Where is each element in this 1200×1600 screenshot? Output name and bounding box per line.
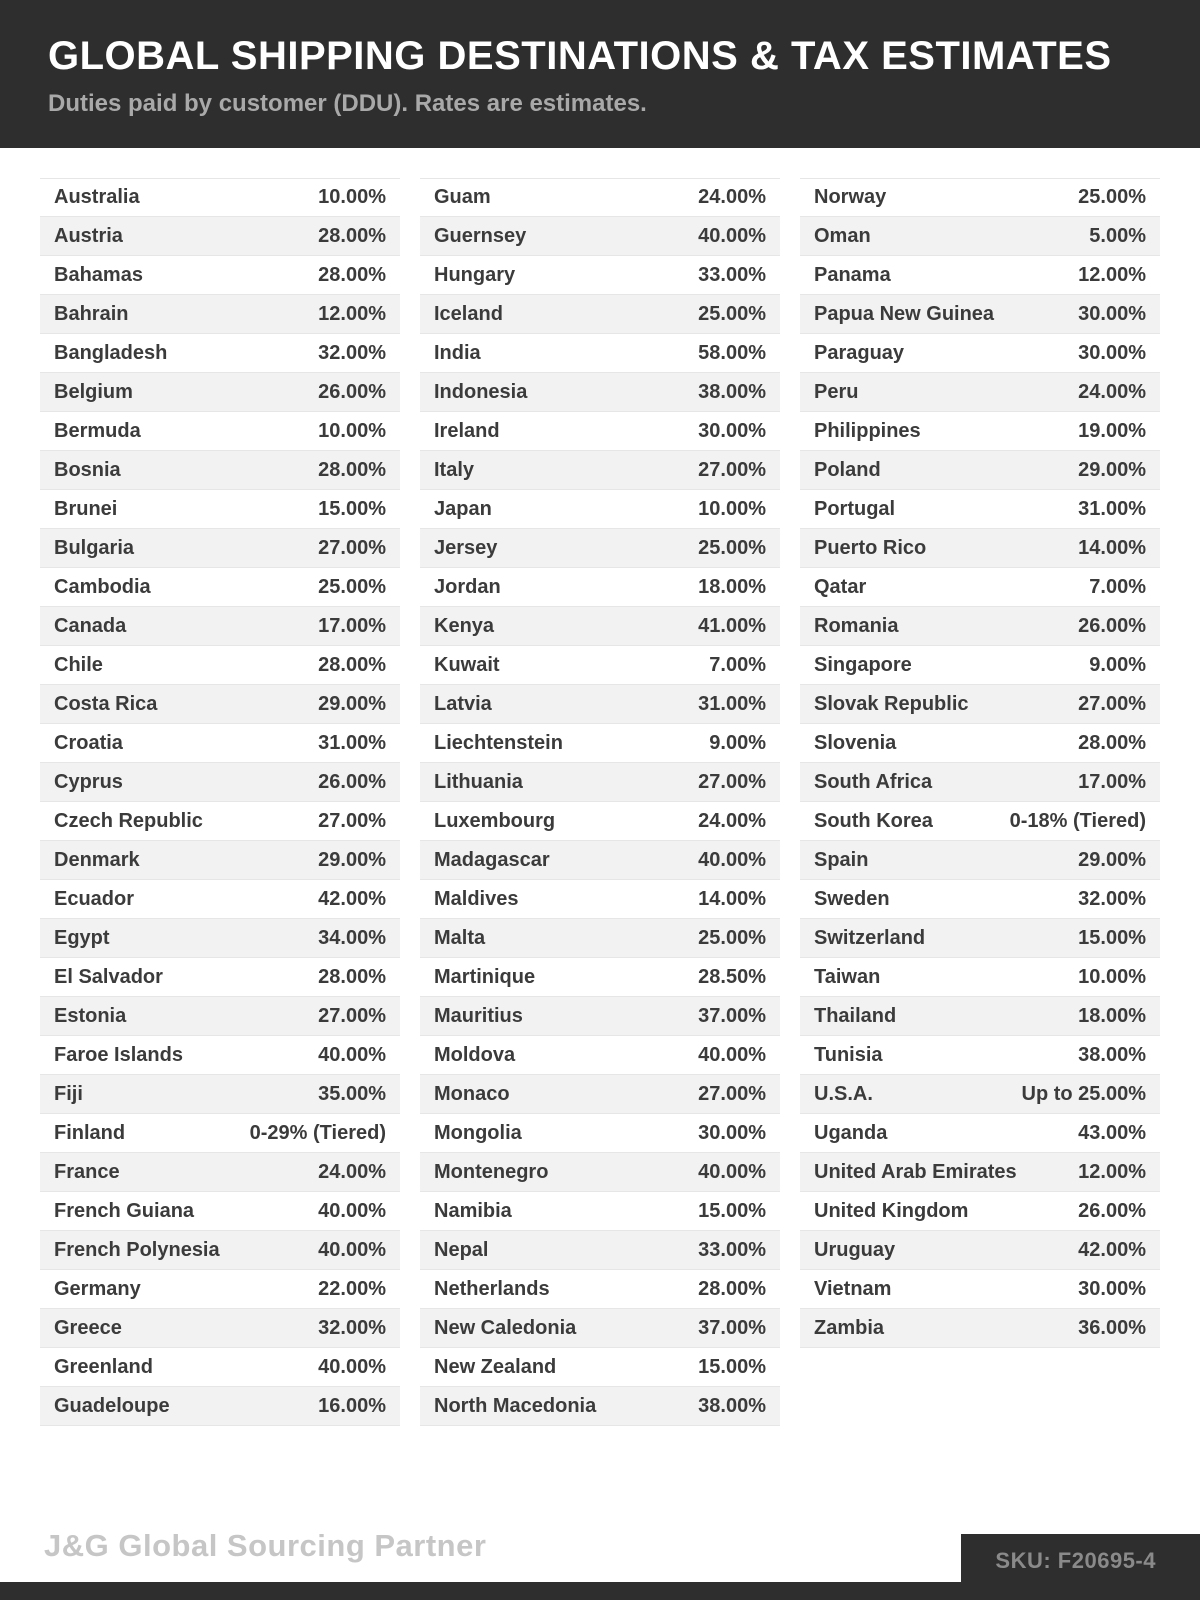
tax-rate: 14.00% [698,887,766,910]
table-row [800,1114,1160,1153]
table-row [800,841,1160,880]
table-row [40,724,400,763]
country-name: Maldives [434,887,519,910]
table-row [800,451,1160,490]
table-row [800,880,1160,919]
tax-rate: 30.00% [1078,341,1146,364]
country-name: Finland [54,1121,126,1144]
country-name: Chile [54,653,103,676]
table-row [420,568,780,607]
tax-rate: 41.00% [698,614,766,637]
tax-rate: 12.00% [318,302,386,325]
tax-rate: 7.00% [709,653,766,676]
tax-rate: 10.00% [318,419,386,442]
table-row [800,1075,1160,1114]
country-name: Mauritius [434,1004,523,1027]
header-banner [0,0,1200,148]
tax-rate: 30.00% [698,1121,766,1144]
country-name: Panama [814,263,891,286]
table-row [420,529,780,568]
country-name: India [434,341,481,364]
tax-rate: 38.00% [698,1394,766,1417]
tax-rate: 40.00% [318,1199,386,1222]
table-row [420,802,780,841]
table-row [40,334,400,373]
country-name: Hungary [434,263,516,286]
table-row [800,802,1160,841]
table-row [40,256,400,295]
country-name: Jordan [434,575,501,598]
tax-rate: 35.00% [318,1082,386,1105]
table-row [420,1309,780,1348]
country-name: Madagascar [434,848,550,871]
country-name: Belgium [54,380,133,403]
table-row [800,1231,1160,1270]
tax-rate: 42.00% [1078,1238,1146,1261]
tax-rate: 36.00% [1078,1316,1146,1339]
table-row [40,490,400,529]
table-row [420,685,780,724]
country-name: Montenegro [434,1160,549,1183]
country-name: Oman [814,224,871,247]
tax-rate: 15.00% [318,497,386,520]
country-name: Costa Rica [54,692,158,715]
country-name: Namibia [434,1199,512,1222]
country-name: Kenya [434,614,495,637]
table-row [40,919,400,958]
tax-rate: 10.00% [318,186,386,208]
tax-rate: 12.00% [1078,263,1146,286]
rates-column-2 [420,178,780,1426]
tax-rate: 14.00% [1078,536,1146,559]
table-row [420,217,780,256]
tax-rate: 18.00% [698,575,766,598]
table-row [40,1114,400,1153]
tax-rate: 32.00% [1078,887,1146,910]
table-row [40,1348,400,1387]
tax-rate: 26.00% [318,770,386,793]
sku-label: SKU: F20695-4 [995,1548,1156,1573]
table-row [420,1192,780,1231]
tax-rate: 33.00% [698,263,766,286]
table-row [800,1192,1160,1231]
tax-rate: 27.00% [1078,692,1146,715]
table-row [40,373,400,412]
table-row [40,1036,400,1075]
tax-rate: 24.00% [698,809,766,832]
bottom-strip [0,1582,1200,1600]
table-row [420,1036,780,1075]
tax-rate: 28.00% [318,224,386,247]
rates-column-1 [40,178,400,1426]
tax-rate: 31.00% [698,692,766,715]
table-row [40,529,400,568]
tax-rate: 33.00% [698,1238,766,1261]
tax-rate: 34.00% [318,926,386,949]
tax-rate: 15.00% [1078,926,1146,949]
country-name: Paraguay [814,341,905,364]
tax-rate: 22.00% [318,1277,386,1300]
table-row [40,802,400,841]
tax-rate: 0-29% (Tiered) [249,1121,386,1144]
country-name: Canada [54,614,127,637]
table-row [420,880,780,919]
country-name: Kuwait [434,653,500,676]
country-name: South Korea [814,809,933,832]
country-name: South Africa [814,770,933,793]
tax-rate: 24.00% [1078,380,1146,403]
table-row [40,1231,400,1270]
tax-rate: 9.00% [1089,653,1146,676]
tax-rate: 25.00% [698,536,766,559]
tax-rate: 25.00% [1078,186,1146,208]
table-row [40,568,400,607]
table-row [800,1036,1160,1075]
country-name: Fiji [54,1082,83,1105]
table-row [420,997,780,1036]
country-name: Malta [434,926,486,949]
country-name: Zambia [814,1316,885,1339]
tax-rate: 10.00% [698,497,766,520]
table-row [40,295,400,334]
table-row [420,958,780,997]
country-name: Sweden [814,887,890,910]
tax-rate: 28.00% [1078,731,1146,754]
tax-rate: 28.00% [698,1277,766,1300]
tax-rate: 42.00% [318,887,386,910]
table-row [40,178,400,217]
country-name: Bosnia [54,458,121,481]
tax-rate: 26.00% [1078,614,1146,637]
country-name: Netherlands [434,1277,550,1300]
tax-rate: 32.00% [318,1316,386,1339]
country-name: Guadeloupe [54,1394,170,1417]
tax-rate: 30.00% [698,419,766,442]
table-row [800,178,1160,217]
country-name: Germany [54,1277,141,1300]
tax-rate: 38.00% [1078,1043,1146,1066]
tax-rate: 58.00% [698,341,766,364]
table-row [420,1153,780,1192]
country-name: Monaco [434,1082,510,1105]
tax-rate: 12.00% [1078,1160,1146,1183]
country-name: Italy [434,458,475,481]
country-name: Slovenia [814,731,897,754]
country-name: North Macedonia [434,1394,597,1417]
country-name: Slovak Republic [814,692,969,715]
table-row [40,1075,400,1114]
country-name: Ireland [434,419,500,442]
country-name: Japan [434,497,492,520]
country-name: Guam [434,186,491,208]
country-name: Australia [54,186,140,208]
tax-rate: 37.00% [698,1316,766,1339]
country-name: France [54,1160,120,1183]
table-row [800,490,1160,529]
country-name: Norway [814,186,887,208]
country-name: Indonesia [434,380,528,403]
tax-rate: 7.00% [1089,575,1146,598]
tax-rate: 28.00% [318,263,386,286]
table-row [420,373,780,412]
country-name: Taiwan [814,965,881,988]
country-name: Thailand [814,1004,897,1027]
table-row [40,763,400,802]
table-row [800,646,1160,685]
table-row [800,763,1160,802]
table-row [800,334,1160,373]
table-row [40,1309,400,1348]
tax-rate: 30.00% [1078,1277,1146,1300]
country-name: French Guiana [54,1199,195,1222]
tax-rate: 37.00% [698,1004,766,1027]
tax-rate: 27.00% [698,1082,766,1105]
tax-rate: 18.00% [1078,1004,1146,1027]
country-name: Peru [814,380,859,403]
table-row [800,997,1160,1036]
tax-rate: 25.00% [318,575,386,598]
tax-rate: 28.00% [318,965,386,988]
table-row [40,607,400,646]
tax-rate: 26.00% [318,380,386,403]
table-row [800,412,1160,451]
country-name: Poland [814,458,881,481]
sku-box [961,1534,1200,1582]
table-row [40,997,400,1036]
table-row [800,724,1160,763]
page-title: GLOBAL SHIPPING DESTINATIONS & TAX ESTIMATES [48,34,1112,78]
tax-rate: 24.00% [698,186,766,208]
tax-rate: 15.00% [698,1199,766,1222]
table-row [420,1387,780,1426]
table-row [800,1270,1160,1309]
table-row [40,1270,400,1309]
country-name: Croatia [54,731,123,754]
tax-rate: 16.00% [318,1394,386,1417]
page-subtitle: Duties paid by customer (DDU). Rates are estimates. [48,90,647,117]
table-row [800,217,1160,256]
table-row [420,724,780,763]
table-row [420,841,780,880]
table-row [420,607,780,646]
table-row [800,295,1160,334]
tax-rate: 17.00% [1078,770,1146,793]
table-row [800,1153,1160,1192]
country-name: Luxembourg [434,809,556,832]
country-name: Portugal [814,497,896,520]
tax-rate: 28.00% [318,458,386,481]
table-row [420,451,780,490]
table-row [420,256,780,295]
tax-rate: 43.00% [1078,1121,1146,1144]
table-row [800,607,1160,646]
table-row [420,1075,780,1114]
tax-rate: 30.00% [1078,302,1146,325]
country-name: Switzerland [814,926,926,949]
tax-rate: 28.00% [318,653,386,676]
table-row [40,1387,400,1426]
tax-rate: 17.00% [318,614,386,637]
country-name: Lithuania [434,770,523,793]
table-row [800,685,1160,724]
country-name: Uganda [814,1121,888,1144]
country-name: Austria [54,224,123,247]
table-row [40,880,400,919]
country-name: Czech Republic [54,809,203,832]
country-name: U.S.A. [814,1082,873,1105]
country-name: Egypt [54,926,110,949]
country-name: Qatar [814,575,867,598]
country-name: Faroe Islands [54,1043,183,1066]
country-name: Brunei [54,497,118,520]
table-row [40,646,400,685]
table-row [420,1231,780,1270]
tax-rate: 27.00% [318,1004,386,1027]
tax-rate: 29.00% [1078,458,1146,481]
table-row [40,412,400,451]
table-row [420,646,780,685]
country-name: Martinique [434,965,536,988]
table-row [800,256,1160,295]
tax-rate: 40.00% [698,848,766,871]
tax-rate: 27.00% [698,458,766,481]
country-name: Ecuador [54,887,135,910]
country-name: Cambodia [54,575,151,598]
country-name: El Salvador [54,965,163,988]
table-row [40,958,400,997]
table-row [800,568,1160,607]
table-row [40,685,400,724]
table-row [40,451,400,490]
country-name: Mongolia [434,1121,522,1144]
tax-rate: 24.00% [318,1160,386,1183]
tax-rate: 40.00% [318,1043,386,1066]
table-row [420,490,780,529]
tax-rate: 26.00% [1078,1199,1146,1222]
country-name: Latvia [434,692,492,715]
table-row [800,919,1160,958]
tax-rate: 38.00% [698,380,766,403]
country-name: Bangladesh [54,341,168,364]
country-name: Estonia [54,1004,127,1027]
tax-rate: 9.00% [709,731,766,754]
table-row [420,1270,780,1309]
table-row [420,763,780,802]
table-row [40,1192,400,1231]
country-name: Puerto Rico [814,536,927,559]
table-row [420,1348,780,1387]
tax-rate: 29.00% [318,848,386,871]
table-row [800,529,1160,568]
country-name: Denmark [54,848,140,871]
country-name: Jersey [434,536,498,559]
country-name: Bahamas [54,263,143,286]
table-row [420,919,780,958]
table-row [420,1114,780,1153]
country-name: Iceland [434,302,503,325]
country-name: French Polynesia [54,1238,220,1261]
country-name: United Arab Emirates [814,1160,1017,1183]
tax-rate: 28.50% [698,965,766,988]
country-name: Guernsey [434,224,527,247]
country-name: Spain [814,848,869,871]
rates-table [0,148,1200,1426]
table-row [40,217,400,256]
tax-rate: 27.00% [318,536,386,559]
tax-rate: 40.00% [698,224,766,247]
table-row [420,295,780,334]
country-name: Uruguay [814,1238,896,1261]
tax-rate: 0-18% (Tiered) [1009,809,1146,832]
tax-rate: 25.00% [698,302,766,325]
country-name: Bahrain [54,302,129,325]
table-row [420,412,780,451]
country-name: Tunisia [814,1043,883,1066]
country-name: Greenland [54,1355,153,1378]
table-row [420,334,780,373]
country-name: Liechtenstein [434,731,563,754]
tax-rate: 31.00% [1078,497,1146,520]
tax-rate: 27.00% [318,809,386,832]
tax-rate: 31.00% [318,731,386,754]
tax-rate: 40.00% [698,1160,766,1183]
tax-rate: 40.00% [698,1043,766,1066]
tax-rate: 19.00% [1078,419,1146,442]
table-row [800,1309,1160,1348]
country-name: United Kingdom [814,1199,969,1222]
tax-rate: 10.00% [1078,965,1146,988]
country-name: Moldova [434,1043,516,1066]
tax-rate: 40.00% [318,1238,386,1261]
table-row [40,1153,400,1192]
tax-rate: 25.00% [698,926,766,949]
tax-rate: 15.00% [698,1355,766,1378]
tax-rate: 27.00% [698,770,766,793]
table-row [420,178,780,217]
tax-rate: 5.00% [1089,224,1146,247]
country-name: Singapore [814,653,912,676]
table-row [40,841,400,880]
tax-rate: 40.00% [318,1355,386,1378]
table-row [800,373,1160,412]
country-name: Nepal [434,1238,489,1261]
country-name: Papua New Guinea [814,302,995,325]
tax-rate: 29.00% [318,692,386,715]
country-name: Romania [814,614,899,637]
tax-rate: 29.00% [1078,848,1146,871]
country-name: Philippines [814,419,921,442]
brand-name: J&G Global Sourcing Partner [44,1528,487,1563]
tax-rate: 32.00% [318,341,386,364]
country-name: New Zealand [434,1355,557,1378]
table-row [800,958,1160,997]
tax-rate: Up to 25.00% [1021,1082,1146,1105]
country-name: Bulgaria [54,536,135,559]
rates-column-3 [800,178,1160,1426]
country-name: Cyprus [54,770,123,793]
country-name: Bermuda [54,419,141,442]
country-name: New Caledonia [434,1316,577,1339]
country-name: Greece [54,1316,122,1339]
country-name: Vietnam [814,1277,892,1300]
